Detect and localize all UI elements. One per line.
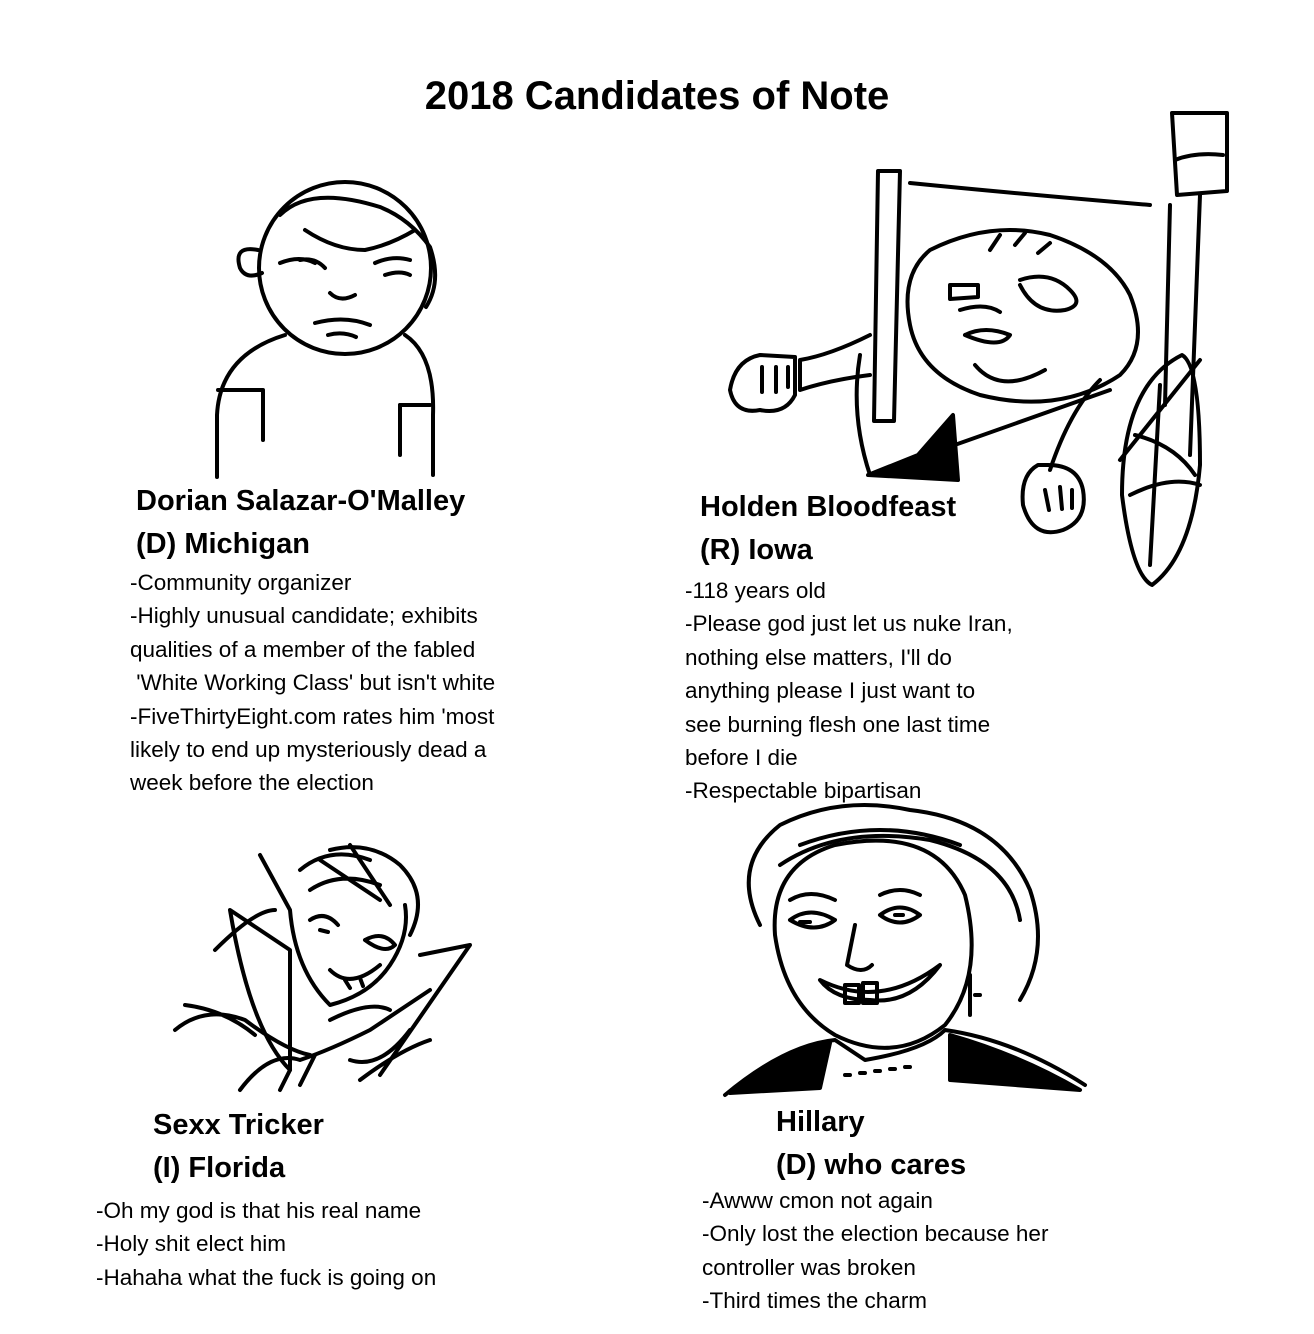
note-line: see burning flesh one last time xyxy=(685,711,991,737)
note-line: week before the election xyxy=(130,770,374,796)
note-line: -Respectable bipartisan xyxy=(685,778,922,804)
note-line: likely to end up mysteriously dead a xyxy=(130,737,487,763)
note-line: -Holy shit elect him xyxy=(96,1231,287,1257)
candidate-name: Sexx Tricker xyxy=(153,1109,324,1141)
note-line: anything please I just want to xyxy=(685,678,976,704)
candidate-name: Dorian Salazar-O'Malley xyxy=(136,485,466,517)
candidate-notes xyxy=(685,574,1013,808)
candidate-party-state: (D) who cares xyxy=(776,1149,967,1181)
note-line: -Hahaha what the fuck is going on xyxy=(96,1264,437,1290)
candidate-name: Hillary xyxy=(776,1106,865,1138)
candidate-notes xyxy=(130,566,495,800)
candidate-party-state: (R) Iowa xyxy=(700,534,813,566)
note-line: -Only lost the election because her xyxy=(702,1221,1049,1247)
candidate-party-state: (D) Michigan xyxy=(136,528,310,560)
note-line: -118 years old xyxy=(685,578,826,603)
note-line: -Oh my god is that his real name xyxy=(96,1198,422,1223)
note-line: nothing else matters, I'll do xyxy=(685,644,952,670)
note-line: -Highly unusual candidate; exhibits xyxy=(130,603,478,629)
note-line: controller was broken xyxy=(702,1254,916,1280)
candidate-notes xyxy=(702,1184,1048,1318)
note-line: before I die xyxy=(685,745,798,771)
page-title: 2018 Candidates of Note xyxy=(424,74,890,118)
dorian-drawing xyxy=(210,175,460,475)
note-line: -FiveThirtyEight.com rates him 'most xyxy=(130,703,495,729)
hillary-drawing xyxy=(720,805,1100,1105)
candidate-party-state: (I) Florida xyxy=(153,1152,286,1184)
note-line: qualities of a member of the fabled xyxy=(130,636,476,662)
note-line: -Community organizer xyxy=(130,570,352,595)
note-line: -Awww cmon not again xyxy=(702,1188,933,1213)
candidate-name: Holden Bloodfeast xyxy=(700,491,957,523)
sexx-tricker-drawing xyxy=(170,830,480,1100)
note-line: 'White Working Class' but isn't white xyxy=(130,670,496,696)
candidate-notes xyxy=(96,1194,436,1294)
note-line: -Please god just let us nuke Iran, xyxy=(685,611,1013,637)
note-line: -Third times the charm xyxy=(702,1288,928,1314)
